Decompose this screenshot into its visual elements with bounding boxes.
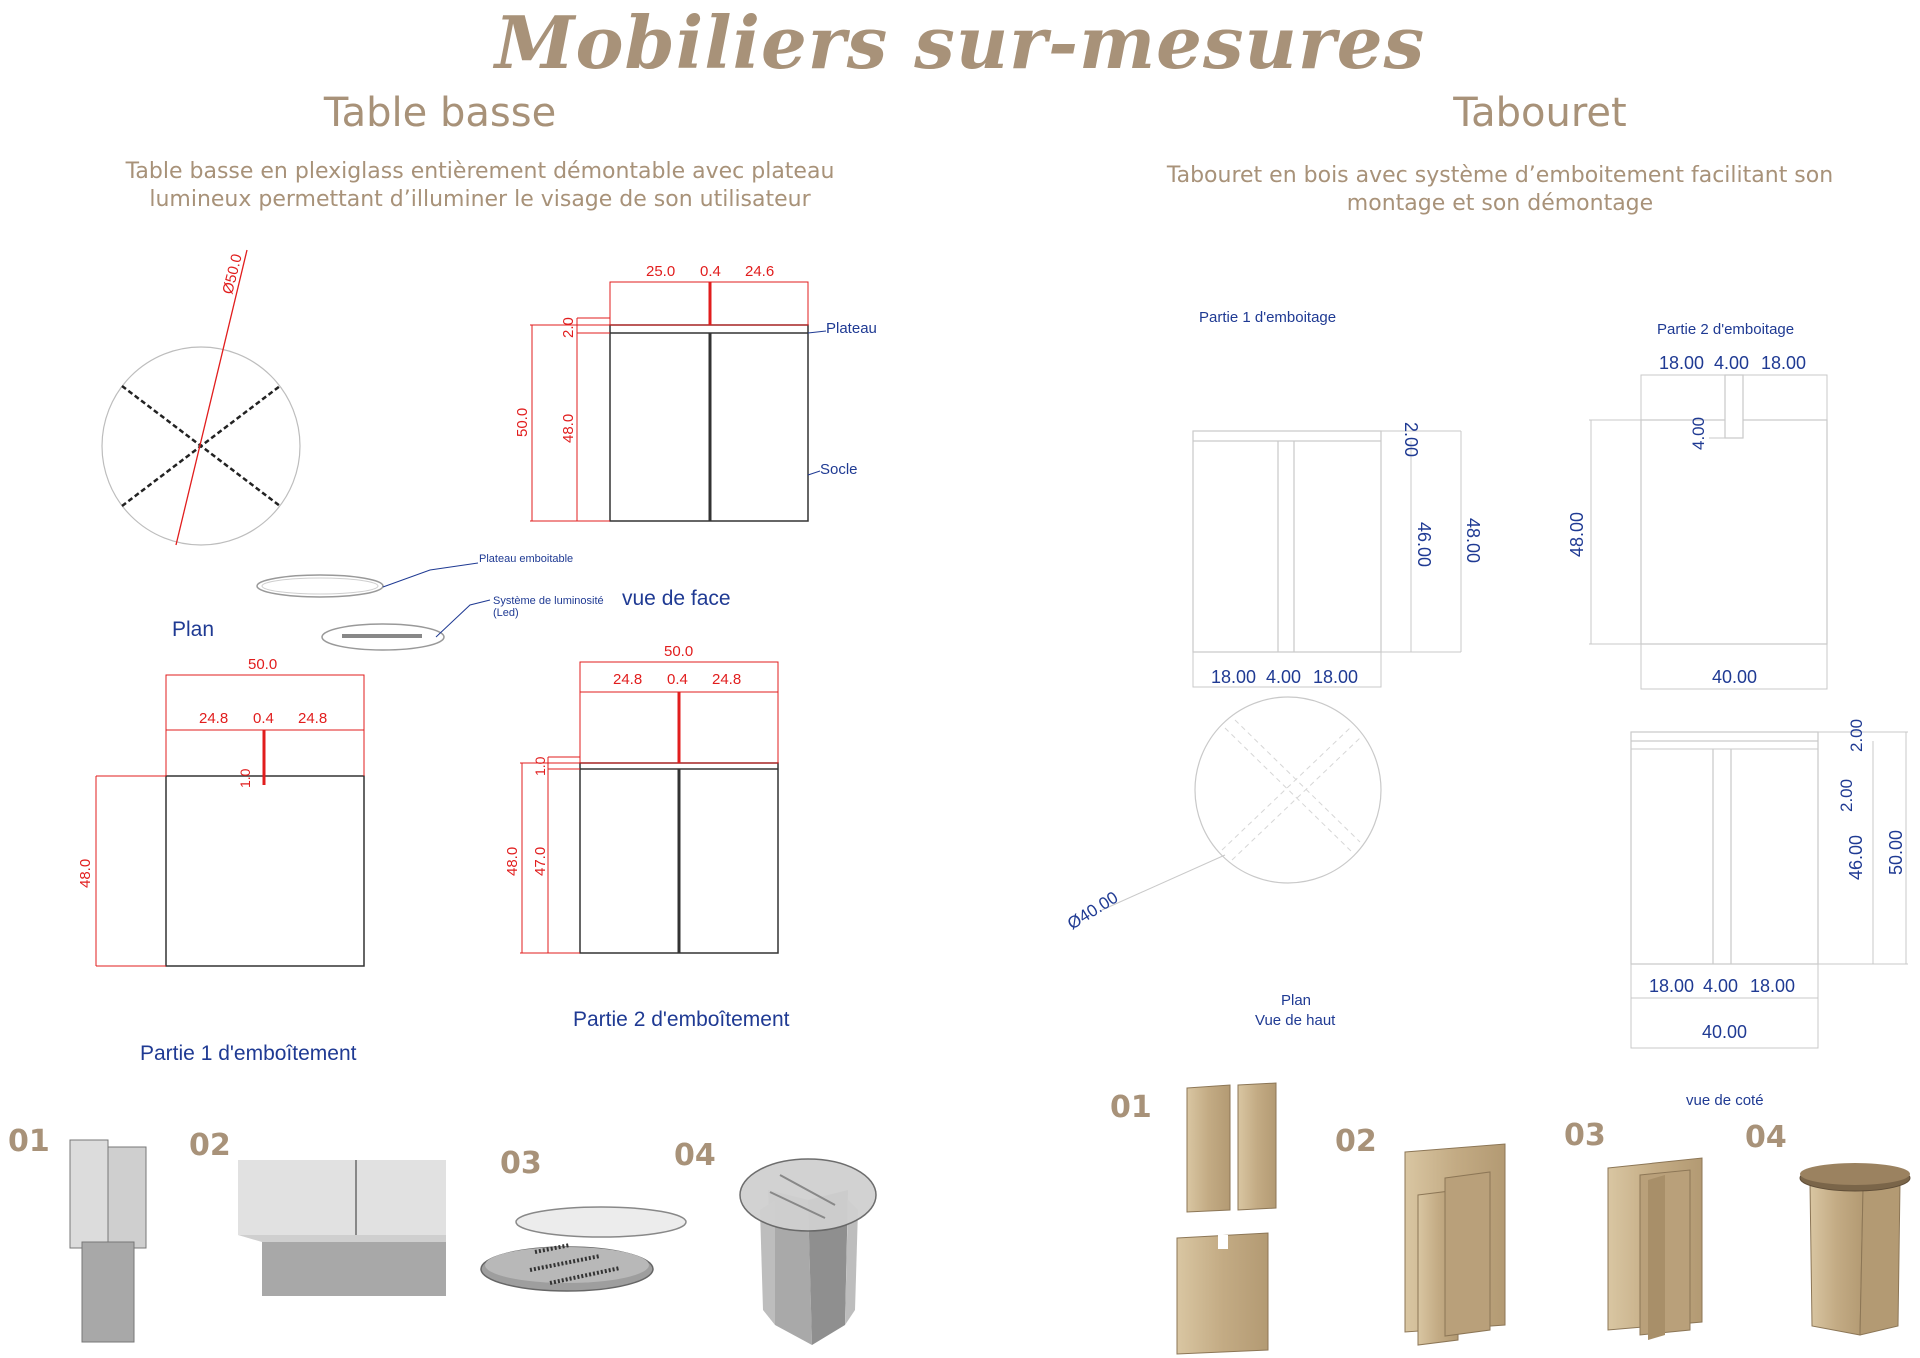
stool-top-view-label: Vue de haut xyxy=(1255,1012,1336,1029)
front-body-dim: 48.0 xyxy=(560,413,577,443)
table-plan-drawing xyxy=(102,250,300,545)
table-step-04: 04 xyxy=(674,1138,716,1173)
stool-side-top-dim: 2.00 xyxy=(1847,718,1866,752)
front-slot: 0.4 xyxy=(700,263,721,280)
stool-side-width-dim: 40.00 xyxy=(1702,1022,1748,1042)
stool-p1-total-dim: 48.00 xyxy=(1463,518,1483,564)
stool-p1-width-2: 18.00 xyxy=(1313,667,1359,687)
p1-slot: 0.4 xyxy=(253,710,274,727)
stool-plan-drawing xyxy=(1064,697,1381,933)
stool-plan-label: Plan xyxy=(1281,992,1312,1009)
stool-step-01: 01 xyxy=(1110,1090,1152,1125)
front-total-dim: 50.0 xyxy=(514,407,531,437)
table-section-title: Table basse xyxy=(323,90,557,136)
table-step-01-illustration xyxy=(70,1140,146,1342)
table-step-02-illustration xyxy=(238,1160,446,1296)
stool-part1-drawing xyxy=(1193,422,1483,687)
table-part1-label: Partie 1 d'emboîtement xyxy=(140,1042,357,1065)
stool-p1-top-dim: 2.00 xyxy=(1401,422,1421,458)
table-exploded-plateau xyxy=(257,563,490,650)
stool-p2-notch-dim: 4.00 xyxy=(1689,416,1708,450)
table-part2-drawing xyxy=(504,643,778,953)
stool-p2-height-dim: 48.00 xyxy=(1567,511,1587,557)
stool-step-01-illustration xyxy=(1177,1083,1276,1354)
front-top-dim: 2.0 xyxy=(560,317,577,338)
stool-p1-body-dim: 46.00 xyxy=(1414,522,1434,568)
stool-p1-slot: 4.00 xyxy=(1266,667,1302,687)
table-part2-label: Partie 2 d'emboîtement xyxy=(573,1008,790,1031)
table-description-line-2: lumineux permettant d’illuminer le visage de son utilisateur xyxy=(149,187,811,212)
p2-width-2: 24.8 xyxy=(712,671,742,688)
table-step-01: 01 xyxy=(8,1124,50,1159)
p2-body-dim: 47.0 xyxy=(532,846,549,876)
stool-side-mid-dim: 2.00 xyxy=(1837,778,1856,812)
table-description-line-1: Table basse en plexiglass entièrement démontable avec plateau xyxy=(125,159,835,184)
table-plateau-label: Plateau xyxy=(826,320,877,337)
stool-part2-label: Partie 2 d'emboitage xyxy=(1657,321,1795,338)
table-step-02: 02 xyxy=(189,1128,231,1163)
table-step-04-illustration xyxy=(740,1159,876,1345)
table-step-03: 03 xyxy=(500,1146,542,1181)
p1-height-dim: 48.0 xyxy=(77,858,94,888)
stool-step-04: 04 xyxy=(1745,1120,1787,1155)
p2-slot: 0.4 xyxy=(667,671,688,688)
stool-step-03-illustration xyxy=(1608,1158,1702,1340)
table-front-view xyxy=(514,263,826,521)
stool-description-line-2: montage et son démontage xyxy=(1346,191,1654,216)
p2-height-dim: 48.0 xyxy=(504,846,521,876)
page-title: Mobiliers sur-mesures xyxy=(494,0,1426,85)
stool-step-02-illustration xyxy=(1405,1144,1505,1345)
table-led-system-label-2: (Led) xyxy=(493,607,519,619)
stool-step-03: 03 xyxy=(1564,1118,1606,1153)
stool-p2-width-1: 18.00 xyxy=(1659,353,1705,373)
stool-diameter-dim: Ø40.00 xyxy=(1064,887,1122,934)
stool-p2-slot: 4.00 xyxy=(1714,353,1750,373)
table-socle-label: Socle xyxy=(820,461,858,478)
stool-side-width-2: 18.00 xyxy=(1750,976,1796,996)
stool-side-view-label: vue de coté xyxy=(1686,1092,1764,1109)
stool-side-body-dim: 46.00 xyxy=(1846,834,1866,880)
stool-description-line-1: Tabouret en bois avec système d’emboitement facilitant son xyxy=(1166,163,1834,188)
table-front-view-label: vue de face xyxy=(622,587,731,610)
stool-p1-width-1: 18.00 xyxy=(1211,667,1257,687)
table-plan-label: Plan xyxy=(172,618,215,641)
stool-side-total-dim: 50.00 xyxy=(1886,829,1906,875)
p2-top-dim: 1.0 xyxy=(532,756,548,776)
p1-notch-dim: 1.0 xyxy=(237,768,253,788)
stool-p2-width-dim: 40.00 xyxy=(1712,667,1758,687)
stool-side-width-1: 18.00 xyxy=(1649,976,1695,996)
stool-section-title: Tabouret xyxy=(1453,90,1627,136)
stool-side-view xyxy=(1631,719,1908,1048)
stool-part1-label: Partie 1 d'emboitage xyxy=(1199,309,1337,326)
p2-width-1: 24.8 xyxy=(613,671,643,688)
stool-part2-drawing xyxy=(1567,353,1827,689)
p1-total-dim: 50.0 xyxy=(248,656,278,673)
front-width-2: 24.6 xyxy=(745,263,775,280)
table-diameter-dim: Ø50.0 xyxy=(219,252,246,296)
stool-step-02: 02 xyxy=(1335,1124,1377,1159)
p2-total-dim: 50.0 xyxy=(664,643,694,660)
table-plateau-emboitable-label: Plateau emboitable xyxy=(479,553,574,565)
stool-p2-width-2: 18.00 xyxy=(1761,353,1807,373)
p1-width-2: 24.8 xyxy=(298,710,328,727)
front-width-1: 25.0 xyxy=(646,263,676,280)
table-step-03-illustration xyxy=(481,1207,686,1291)
stool-side-slot: 4.00 xyxy=(1703,976,1739,996)
table-led-system-label-1: Système de luminosité xyxy=(493,595,604,607)
stool-step-04-illustration xyxy=(1800,1163,1910,1335)
p1-width-1: 24.8 xyxy=(199,710,229,727)
table-part1-drawing xyxy=(77,656,364,966)
